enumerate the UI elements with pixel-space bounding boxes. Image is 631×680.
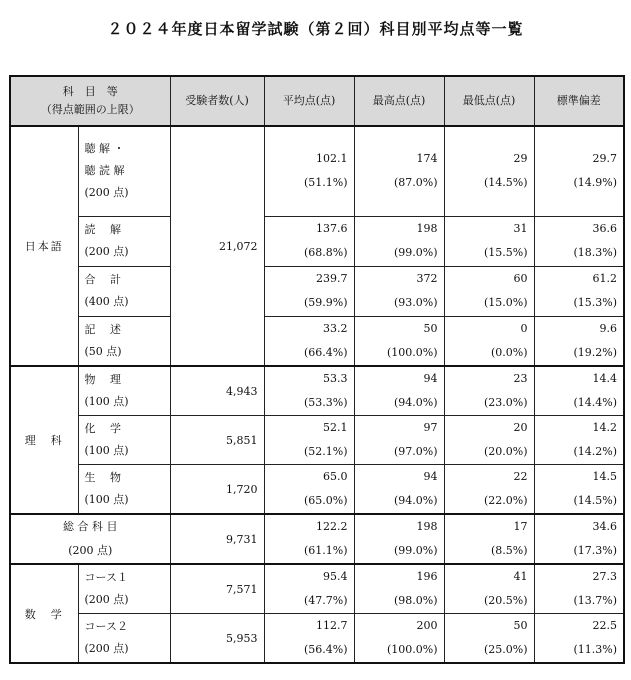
max-cell: 200 (100.0%) bbox=[354, 614, 444, 664]
group-japanese: 日本語 bbox=[10, 126, 78, 366]
max-cell: 198 (99.0%) bbox=[354, 514, 444, 564]
subject-label: 記 述 (50 点) bbox=[78, 316, 170, 366]
avg-cell: 122.2 (61.1%) bbox=[264, 514, 354, 564]
examinees-cell: 1,720 bbox=[170, 465, 264, 515]
table-row bbox=[10, 366, 624, 416]
header-subject bbox=[10, 76, 170, 126]
examinees-cell: 9,731 bbox=[170, 514, 264, 564]
sd-cell: 9.6 (19.2%) bbox=[534, 316, 624, 366]
header-range-label: （得点範囲の上限） bbox=[40, 103, 140, 116]
examinees-japanese: 21,072 bbox=[170, 126, 264, 366]
max-cell: 50 (100.0%) bbox=[354, 316, 444, 366]
table-row bbox=[10, 514, 624, 564]
avg-cell: 53.3 (53.3%) bbox=[264, 366, 354, 416]
page-title: ２０２４年度日本留学試験（第２回）科目別平均点等一覧 bbox=[107, 20, 524, 38]
min-cell: 60 (15.0%) bbox=[444, 266, 534, 316]
max-cell: 196 (98.0%) bbox=[354, 564, 444, 614]
sd-cell: 34.6 (17.3%) bbox=[534, 514, 624, 564]
table-row bbox=[10, 614, 624, 664]
sd-cell: 14.2 (14.2%) bbox=[534, 416, 624, 465]
max-cell: 198 (99.0%) bbox=[354, 216, 444, 266]
group-math: 数 学 bbox=[10, 564, 78, 663]
max-cell: 94 (94.0%) bbox=[354, 366, 444, 416]
examinees-cell: 4,943 bbox=[170, 366, 264, 416]
subject-label-general: 総 合 科 目 (200 点) bbox=[10, 514, 170, 564]
header-min: 最低点(点) bbox=[444, 76, 534, 126]
sd-cell: 36.6 (18.3%) bbox=[534, 216, 624, 266]
subject-label: 生 物 (100 点) bbox=[78, 465, 170, 515]
min-cell: 0 (0.0%) bbox=[444, 316, 534, 366]
min-cell: 31 (15.5%) bbox=[444, 216, 534, 266]
header-examinees: 受験者数(人) bbox=[170, 76, 264, 126]
group-science: 理 科 bbox=[10, 366, 78, 514]
sd-cell: 22.5 (11.3%) bbox=[534, 614, 624, 664]
sd-cell: 14.5 (14.5%) bbox=[534, 465, 624, 515]
min-cell: 20 (20.0%) bbox=[444, 416, 534, 465]
table-row bbox=[10, 416, 624, 465]
max-cell: 174 (87.0%) bbox=[354, 126, 444, 216]
sd-cell: 27.3 (13.7%) bbox=[534, 564, 624, 614]
score-table bbox=[9, 75, 625, 664]
avg-cell: 52.1 (52.1%) bbox=[264, 416, 354, 465]
subject-label: コース２ (200 点) bbox=[78, 614, 170, 664]
avg-cell: 112.7 (56.4%) bbox=[264, 614, 354, 664]
subject-label: コース１ (200 点) bbox=[78, 564, 170, 614]
avg-cell: 239.7 (59.9%) bbox=[264, 266, 354, 316]
examinees-cell: 5,953 bbox=[170, 614, 264, 664]
examinees-cell: 5,851 bbox=[170, 416, 264, 465]
max-cell: 372 (93.0%) bbox=[354, 266, 444, 316]
header-row bbox=[10, 76, 624, 126]
min-cell: 50 (25.0%) bbox=[444, 614, 534, 664]
table-row bbox=[10, 465, 624, 515]
avg-cell: 65.0 (65.0%) bbox=[264, 465, 354, 515]
subject-label: 物 理 (100 点) bbox=[78, 366, 170, 416]
table-row bbox=[10, 216, 624, 266]
header-sd: 標準偏差 bbox=[534, 76, 624, 126]
subject-label: 読 解 (200 点) bbox=[78, 216, 170, 266]
header-subject-label: 科 目 等 bbox=[62, 85, 118, 98]
subject-label: 合 計 (400 点) bbox=[78, 266, 170, 316]
table-row bbox=[10, 266, 624, 316]
examinees-cell: 7,571 bbox=[170, 564, 264, 614]
avg-cell: 33.2 (66.4%) bbox=[264, 316, 354, 366]
header-max: 最高点(点) bbox=[354, 76, 444, 126]
table-row bbox=[10, 126, 624, 216]
subject-label: 化 学 (100 点) bbox=[78, 416, 170, 465]
min-cell: 29 (14.5%) bbox=[444, 126, 534, 216]
max-cell: 97 (97.0%) bbox=[354, 416, 444, 465]
avg-cell: 102.1 (51.1%) bbox=[264, 126, 354, 216]
table-row bbox=[10, 316, 624, 366]
sd-cell: 61.2 (15.3%) bbox=[534, 266, 624, 316]
subject-label: 聴 解 ・ 聴 読 解 (200 点) bbox=[78, 126, 170, 216]
avg-cell: 137.6 (68.8%) bbox=[264, 216, 354, 266]
header-avg: 平均点(点) bbox=[264, 76, 354, 126]
min-cell: 17 (8.5%) bbox=[444, 514, 534, 564]
table-row bbox=[10, 564, 624, 614]
min-cell: 22 (22.0%) bbox=[444, 465, 534, 515]
min-cell: 41 (20.5%) bbox=[444, 564, 534, 614]
avg-cell: 95.4 (47.7%) bbox=[264, 564, 354, 614]
min-cell: 23 (23.0%) bbox=[444, 366, 534, 416]
sd-cell: 29.7 (14.9%) bbox=[534, 126, 624, 216]
sd-cell: 14.4 (14.4%) bbox=[534, 366, 624, 416]
max-cell: 94 (94.0%) bbox=[354, 465, 444, 515]
